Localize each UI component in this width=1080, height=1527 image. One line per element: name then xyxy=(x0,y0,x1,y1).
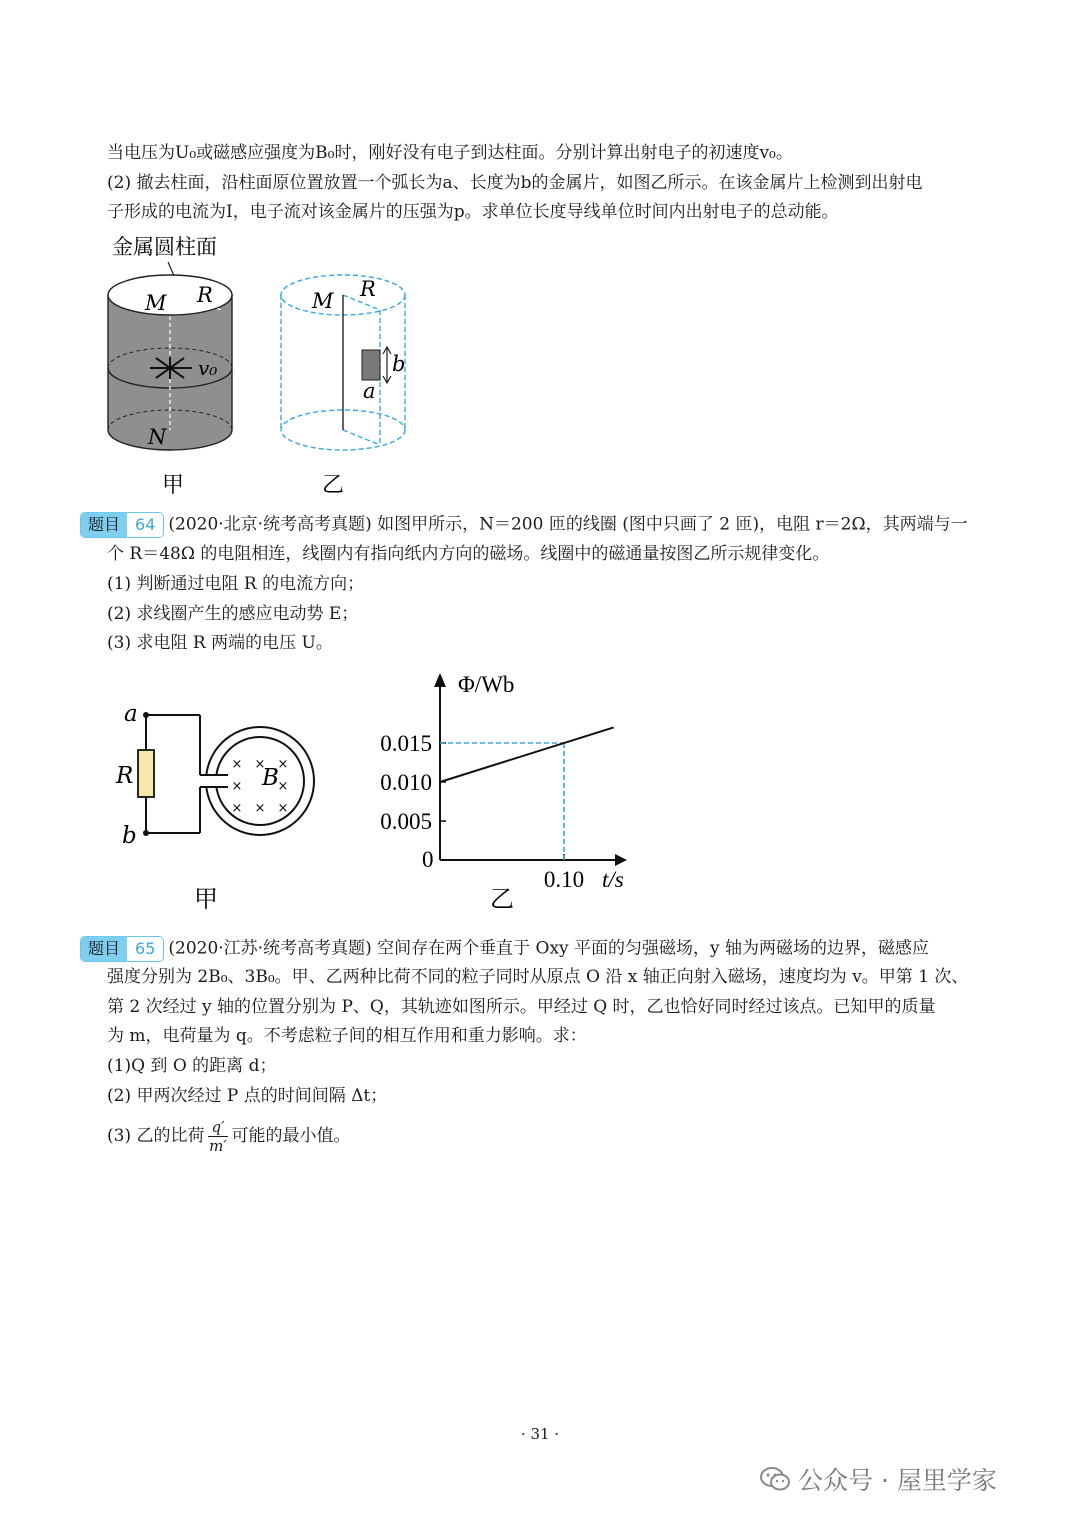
cylinder-diagrams xyxy=(100,230,430,500)
q65-sub-1: (1)Q 到 O 的距离 d； xyxy=(107,1056,277,1076)
y-tick-label: 0.010 xyxy=(380,770,432,795)
intro-line-2: (2) 撤去柱面，沿柱面原位置放置一个弧长为a、长度为b的金属片，如图乙所示。在该金属片上检测到出射电 xyxy=(107,173,923,193)
y-axis-arrow xyxy=(434,673,446,687)
label-b-length: b xyxy=(392,352,406,376)
caption-yi-2: 乙 xyxy=(490,885,514,913)
q65-line-2: 强度分别为 2B₀、3B₀。甲、乙两种比荷不同的粒子同时从原点 O 沿 x 轴正向射入磁场，速度均为 v。甲第 1 次、 xyxy=(107,967,969,987)
q65-sub-3: (3) 乙的比荷 $\frac{q'}{m'}$ 可能的最小值。 xyxy=(107,1118,351,1155)
label-r: R xyxy=(197,283,213,307)
y-tick-label: 0.005 xyxy=(380,809,432,834)
label-resistor-r: R xyxy=(116,763,134,789)
q65-line-4: 为 m，电荷量为 q。不考虑粒子间的相互作用和重力影响。求： xyxy=(107,1026,587,1046)
label-field-b: B xyxy=(262,765,279,791)
caption-jia-2: 甲 xyxy=(194,885,218,913)
label-m: M xyxy=(145,291,167,315)
label-r-2: R xyxy=(360,277,376,301)
q64-line-1: 题目 64 (2020·北京·统考高考真题) 如图甲所示，N＝200 匝的线圈 (图中只画了 2 匝)，电阻 r＝2Ω，其两端与一 xyxy=(80,512,968,538)
x-axis-label: t/s xyxy=(602,867,624,892)
intro-line-1: 当电压为U₀或磁感应强度为B₀时，刚好没有电子到达柱面。分别计算出射电子的初速度v₀。 xyxy=(107,143,793,163)
label-m-2: M xyxy=(312,289,334,313)
svg-text:×: × xyxy=(277,801,289,816)
metal-sheet xyxy=(362,350,380,380)
figure-circuit-and-graph xyxy=(110,665,670,920)
label-metal-cylinder: 金属圆柱面 xyxy=(112,235,217,259)
x-axis-arrow xyxy=(615,854,627,866)
svg-text:×: × xyxy=(254,801,266,816)
q64-sub-1: (1) 判断通过电阻 R 的电流方向； xyxy=(107,574,365,594)
page-number: · 31 · xyxy=(520,1425,560,1443)
origin-label: 0 xyxy=(422,847,434,872)
wechat-icon xyxy=(760,1466,790,1498)
y-axis-label: Φ/Wb xyxy=(458,672,515,697)
svg-text:×: × xyxy=(231,757,243,772)
svg-text:×: × xyxy=(277,757,289,772)
q65-sub-2: (2) 甲两次经过 P 点的时间间隔 Δt； xyxy=(107,1086,388,1106)
svg-text:×: × xyxy=(277,779,289,794)
label-v0: v₀ xyxy=(198,356,218,380)
figure-cylinders xyxy=(100,230,430,500)
caption-yi-1: 乙 xyxy=(322,473,345,498)
caption-jia-1: 甲 xyxy=(162,473,185,498)
circuit-diagram xyxy=(110,665,670,920)
label-terminal-b: b xyxy=(122,823,137,849)
watermark: 公众号 · 屋里学家 xyxy=(760,1461,997,1498)
field-crosses xyxy=(232,757,289,816)
y-tick-label: 0.015 xyxy=(380,731,432,756)
coil-outer xyxy=(206,727,314,835)
resistor-r xyxy=(138,750,154,797)
charge-mass-fraction: $\frac{q'}{m'}$ xyxy=(209,1118,227,1155)
flux-chart xyxy=(380,672,627,892)
q65-tag: 题目 65 xyxy=(80,936,164,962)
label-n: N xyxy=(148,425,167,449)
svg-text:×: × xyxy=(231,779,243,794)
flux-line xyxy=(440,727,614,782)
q64-tag: 题目 64 xyxy=(80,512,164,538)
x-tick-label: 0.10 xyxy=(543,867,585,892)
q65-line-1: 题目 65 (2020·江苏·统考高考真题) 空间存在两个垂直于 Oxy 平面的匀强磁场，y 轴为两磁场的边界，磁感应 xyxy=(80,936,929,962)
label-a-arc: a xyxy=(363,379,376,403)
intro-line-3: 子形成的电流为I，电子流对该金属片的压强为p。求单位长度导线单位时间内出射电子的总动能。 xyxy=(107,202,839,222)
q64-sub-2: (2) 求线圈产生的感应电动势 E； xyxy=(107,604,359,624)
svg-text:×: × xyxy=(254,757,266,772)
label-terminal-a: a xyxy=(124,701,138,727)
svg-text:×: × xyxy=(231,801,243,816)
q64-sub-3: (3) 求电阻 R 两端的电压 U。 xyxy=(107,633,333,653)
q64-line-2: 个 R＝48Ω 的电阻相连，线圈内有指向纸内方向的磁场。线圈中的磁通量按图乙所示规律变化。 xyxy=(107,544,830,564)
q65-line-3: 第 2 次经过 y 轴的位置分别为 P、Q，其轨迹如图所示。甲经过 Q 时，乙也恰好同时经过该点。已知甲的质量 xyxy=(107,997,936,1017)
